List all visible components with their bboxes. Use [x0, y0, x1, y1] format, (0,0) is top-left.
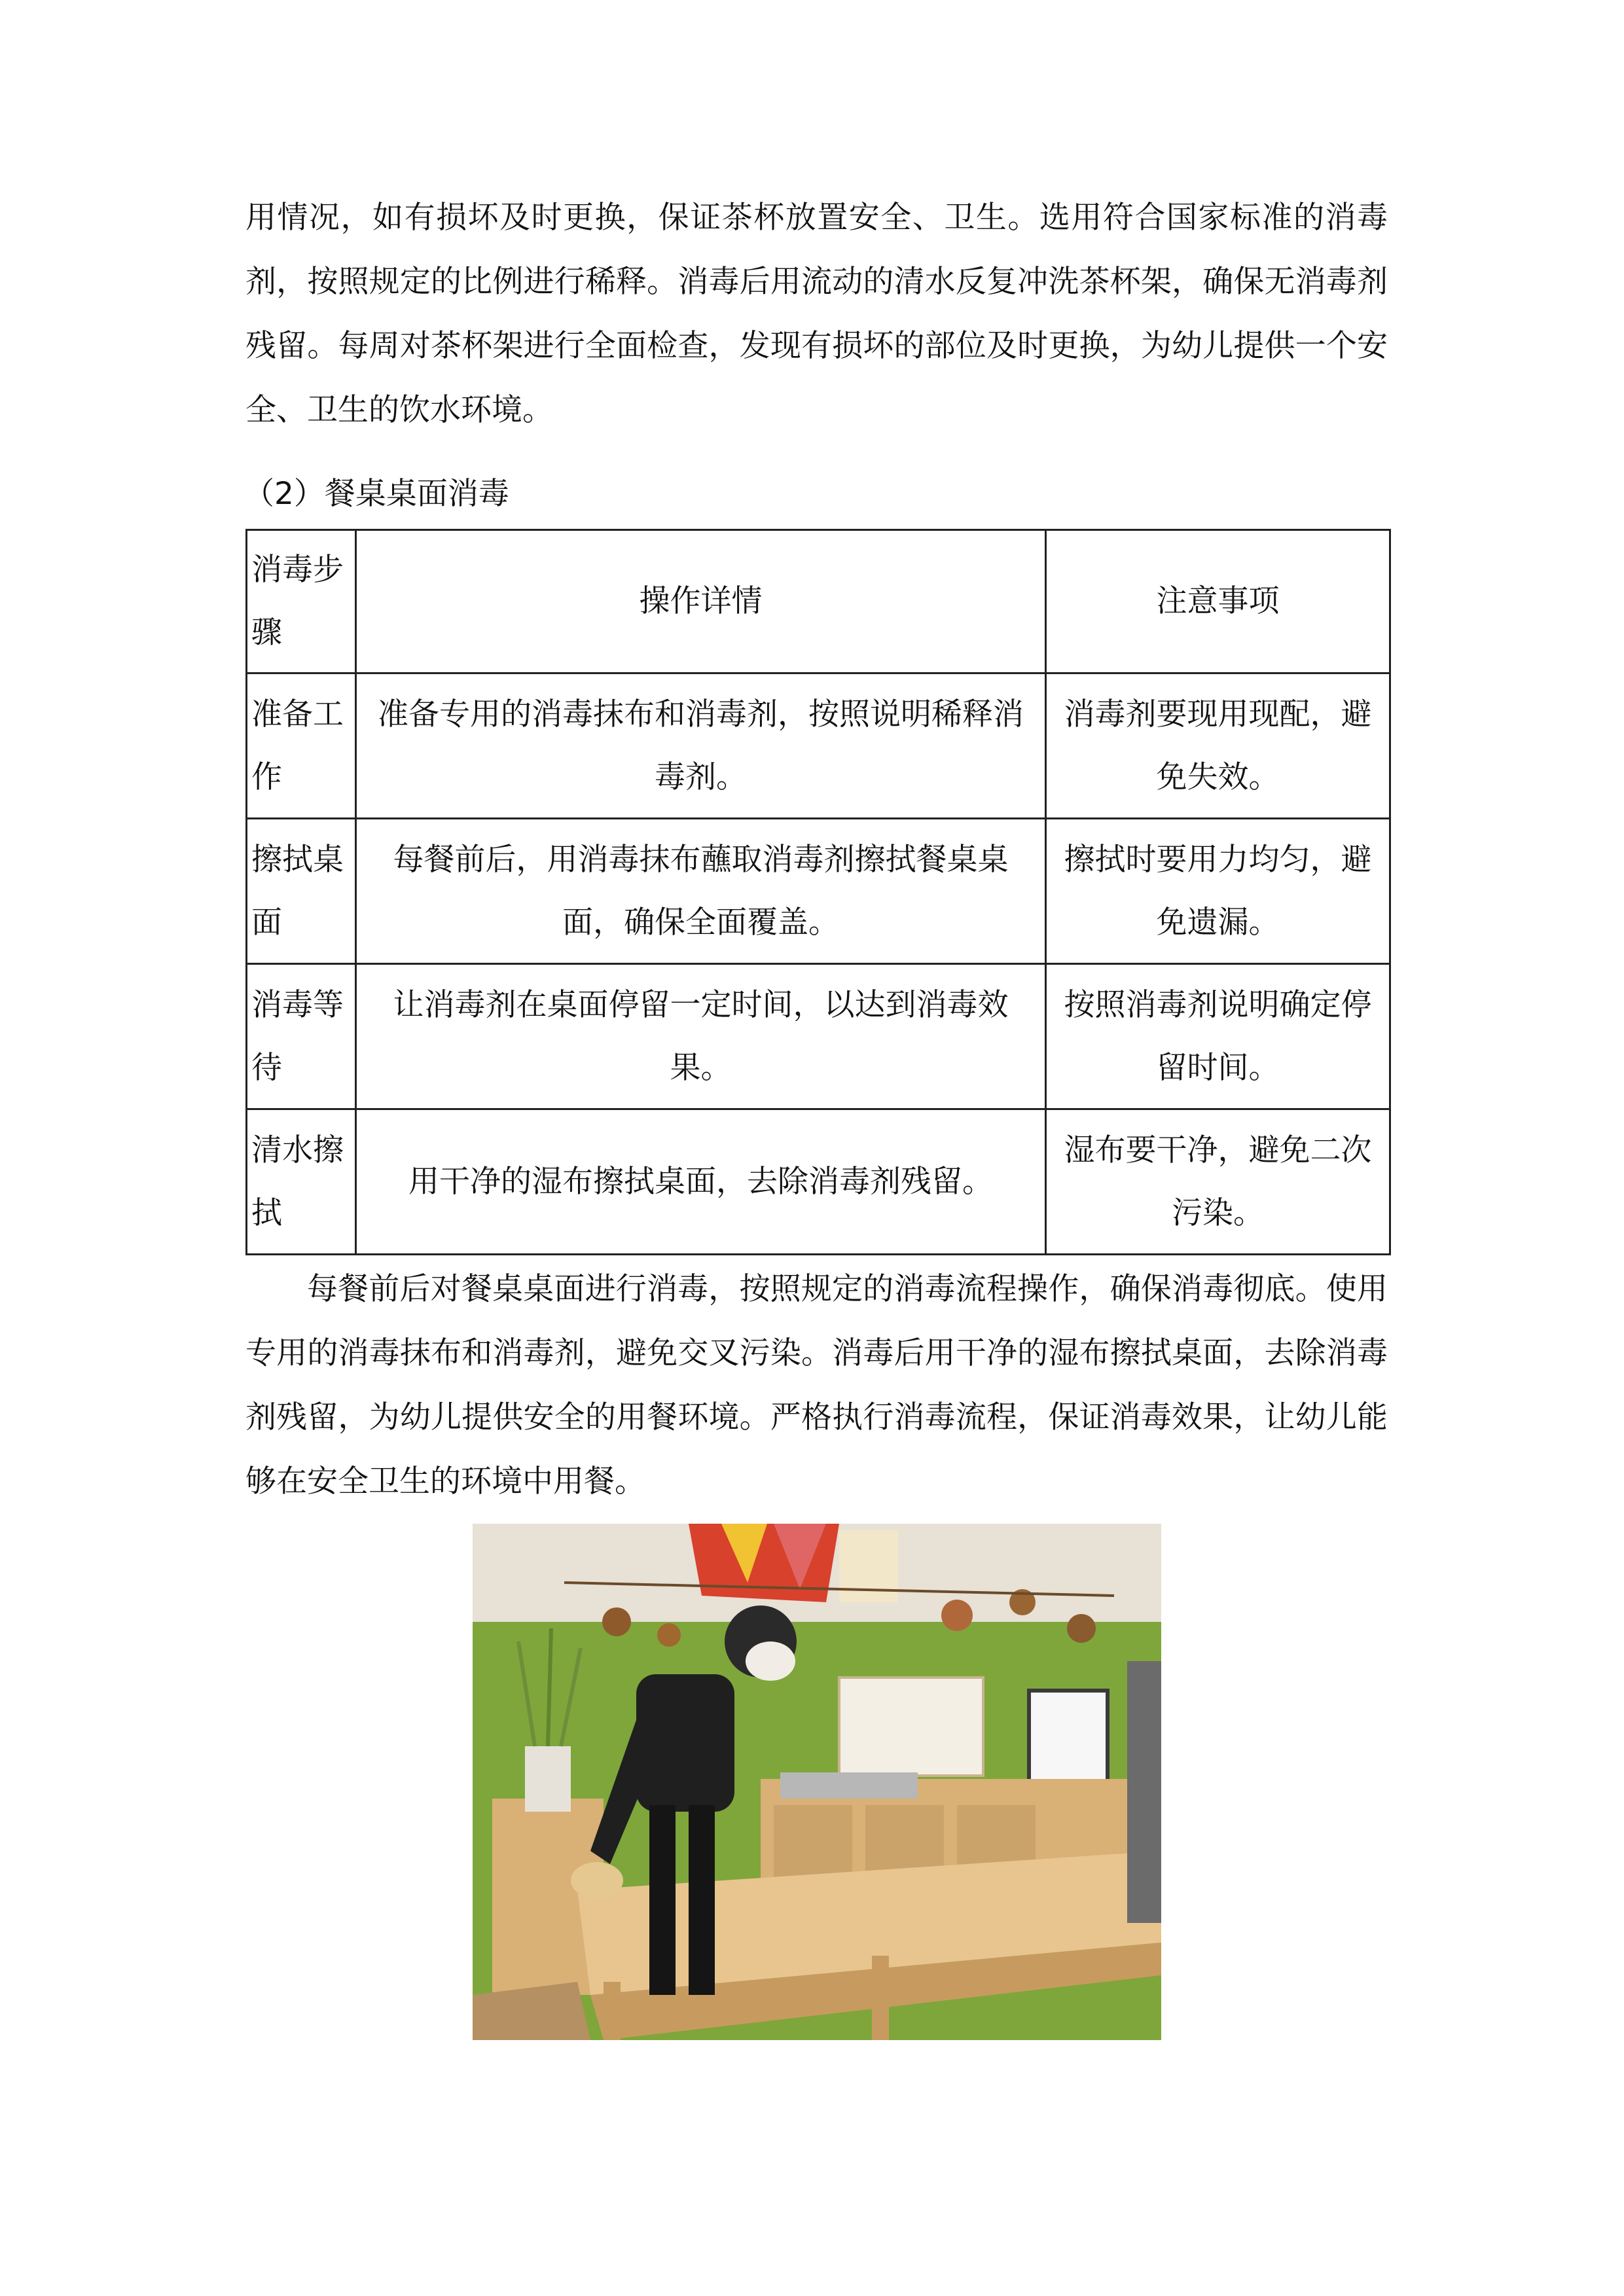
table-cell-detail: 准备专用的消毒抹布和消毒剂，按照说明稀释消毒剂。: [356, 673, 1046, 819]
body-paragraph-2: 每餐前后对餐桌桌面进行消毒，按照规定的消毒流程操作，确保消毒彻底。使用专用的消毒抹布和消毒剂，避免交叉污染。消毒后用干净的湿布擦拭桌面，去除消毒剂残留，为幼儿提供安全的用餐环境。严格执行消毒流程，保证消毒效果，让幼儿能够在安全卫生的环境中用餐。: [245, 1271, 1388, 1499]
table-cell-detail: 用干净的湿布擦拭桌面，去除消毒剂残留。: [356, 1109, 1046, 1255]
table-header-cell: 注意事项: [1046, 530, 1390, 673]
table-row: [247, 1109, 1390, 1255]
table-cell-step: 消毒等待: [247, 964, 356, 1109]
table-cell-note: 湿布要干净，避免二次污染。: [1046, 1109, 1390, 1255]
table-row: [247, 819, 1390, 964]
classroom-photo-icon: [473, 1524, 1161, 2040]
section-subheading: （2）餐桌桌面消毒: [244, 476, 509, 512]
table-header-cell: 操作详情: [356, 530, 1046, 673]
table-cell-detail: 每餐前后，用消毒抹布蘸取消毒剂擦拭餐桌桌面，确保全面覆盖。: [356, 819, 1046, 964]
table-header-row: [247, 530, 1390, 673]
table-cell-note: 消毒剂要现用现配，避免失效。: [1046, 673, 1390, 819]
body-paragraph-1: 用情况，如有损坏及时更换，保证茶杯放置安全、卫生。选用符合国家标准的消毒剂，按照规定的比例进行稀释。消毒后用流动的清水反复冲洗茶杯架，确保无消毒剂残留。每周对茶杯架进行全面检查，发现有损坏的部位及时更换，为幼儿提供一个安全、卫生的饮水环境。: [245, 200, 1388, 428]
table-row: [247, 964, 1390, 1109]
table-cell-note: 擦拭时要用力均匀，避免遗漏。: [1046, 819, 1390, 964]
disinfection-table: [245, 529, 1391, 1255]
table-cell-note: 按照消毒剂说明确定停留时间。: [1046, 964, 1390, 1109]
table-cell-detail: 让消毒剂在桌面停留一定时间，以达到消毒效果。: [356, 964, 1046, 1109]
table-cell-step: 擦拭桌面: [247, 819, 356, 964]
table-header-cell: 消毒步骤: [247, 530, 356, 673]
table-cell-step: 清水擦拭: [247, 1109, 356, 1255]
table-row: [247, 673, 1390, 819]
table-cell-step: 准备工作: [247, 673, 356, 819]
